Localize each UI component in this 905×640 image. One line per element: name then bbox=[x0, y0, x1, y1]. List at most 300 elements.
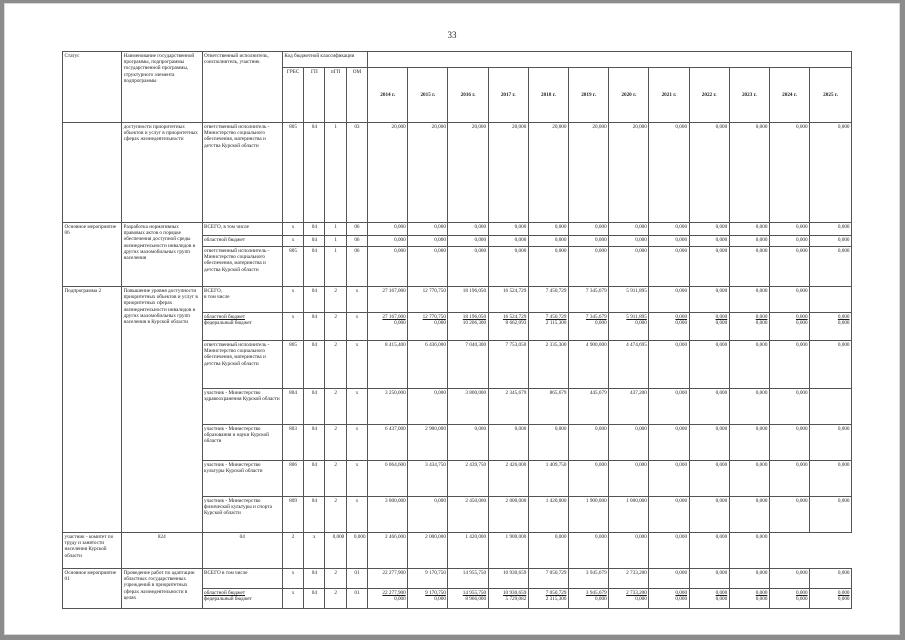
value-line: 0,000 bbox=[474, 426, 487, 432]
value-cell bbox=[609, 497, 649, 533]
code-cell: 2 bbox=[325, 589, 346, 609]
value-cell bbox=[448, 589, 488, 609]
value-line: 1 900,000 bbox=[505, 534, 527, 540]
value-line: 0,000 bbox=[394, 224, 406, 230]
value-line: 2 439,750 bbox=[465, 462, 487, 468]
value-cell bbox=[729, 247, 769, 287]
value-line: 0,000 bbox=[595, 248, 607, 254]
value-cell bbox=[568, 497, 608, 533]
executor-cell bbox=[202, 236, 282, 247]
header-code-group: Код бюджетной классификации bbox=[282, 52, 367, 68]
code-cell: 803 bbox=[282, 425, 303, 461]
executor-cell bbox=[63, 533, 122, 569]
value-line: 6 064,600 bbox=[384, 462, 406, 468]
value-line: 0,000 bbox=[795, 342, 808, 348]
code-cell: х bbox=[282, 589, 303, 609]
code-cell: 2 bbox=[325, 287, 346, 313]
value-line: 0,000 bbox=[715, 288, 728, 294]
value-cell bbox=[568, 341, 608, 389]
value-cell bbox=[528, 497, 568, 533]
executor-line: участник - Министерство культуры Курской области bbox=[204, 462, 263, 475]
value-line: 0,000 bbox=[595, 320, 607, 327]
value-cell bbox=[769, 223, 809, 236]
value-cell bbox=[528, 341, 568, 389]
value-cell bbox=[649, 341, 689, 389]
value-line: 0,000 bbox=[675, 498, 688, 504]
header-status: Статус bbox=[63, 52, 122, 123]
value-cell bbox=[368, 247, 408, 287]
value-line: 5 729,082 bbox=[505, 596, 527, 603]
name-cell: Проведение работ по адаптации областных государственных учреждений в приоритетных сферах жизнедеятельности в целях bbox=[122, 569, 202, 609]
value-line: 0,000 bbox=[353, 534, 366, 540]
value-line: 0,000 bbox=[635, 426, 647, 432]
code-cell: х bbox=[346, 287, 367, 313]
value-line: 0,000 bbox=[715, 534, 728, 540]
value-line: 0,000 bbox=[795, 320, 808, 327]
code-cell: х bbox=[282, 223, 303, 236]
code-cell: 04 bbox=[304, 247, 325, 287]
value-cell bbox=[448, 341, 488, 389]
value-line: 0,000 bbox=[394, 596, 406, 603]
code-cell: 1 bbox=[325, 123, 346, 223]
code-cell: 805 bbox=[282, 247, 303, 287]
value-cell bbox=[769, 236, 809, 247]
value-cell bbox=[649, 223, 689, 236]
value-cell bbox=[488, 287, 528, 313]
code-cell: 04 bbox=[304, 461, 325, 497]
value-line: 8 662,093 bbox=[505, 320, 527, 327]
value-line: 0,000 bbox=[635, 596, 647, 603]
name-cell: доступности приоритетных объектов и услуг в приоритетных сферах жизнедеятельности bbox=[122, 123, 202, 223]
value-line: 437,200 bbox=[630, 390, 647, 396]
value-cell bbox=[729, 389, 769, 425]
value-cell bbox=[568, 313, 608, 341]
header-year: 2022 г. bbox=[689, 68, 729, 123]
value-line: 0,000 bbox=[434, 224, 446, 230]
header-year: 2014 г. bbox=[368, 68, 408, 123]
value-cell bbox=[408, 461, 448, 497]
value-line: 0,000 bbox=[837, 426, 850, 432]
executor-cell bbox=[202, 123, 282, 223]
value-cell bbox=[448, 236, 488, 247]
value-cell bbox=[448, 569, 488, 589]
value-cell bbox=[810, 389, 852, 425]
value-line: 2 900,000 bbox=[425, 426, 446, 432]
code-cell: 04 bbox=[304, 223, 325, 236]
header-year: 2023 г. bbox=[729, 68, 769, 123]
value-line: 0,000 bbox=[715, 498, 728, 504]
value-line: 10 206,300 bbox=[462, 320, 487, 327]
value-line: 0,000 bbox=[837, 237, 850, 243]
code-cell: 2 bbox=[325, 389, 346, 425]
executor-cell bbox=[202, 287, 282, 313]
value-line: 0,000 bbox=[675, 224, 688, 230]
value-cell bbox=[408, 287, 448, 313]
value-line: 10 930,659 bbox=[502, 570, 527, 576]
value-line: 0,000 bbox=[595, 462, 607, 468]
executor-line: ответственный исполнитель - Министерство социального обеспечения, материнства и детства Курской области bbox=[204, 248, 270, 273]
value-cell bbox=[689, 569, 729, 589]
value-line: 0,000 bbox=[434, 498, 446, 504]
value-cell bbox=[609, 533, 649, 569]
value-cell bbox=[729, 461, 769, 497]
value-cell bbox=[528, 236, 568, 247]
code-cell: 01 bbox=[346, 589, 367, 609]
value-line: 0,000 bbox=[474, 237, 487, 243]
executor-line: федеральный бюджет bbox=[204, 596, 252, 603]
value-line: 0,000 bbox=[837, 124, 850, 130]
value-cell bbox=[368, 236, 408, 247]
value-line: 0,000 bbox=[795, 498, 808, 504]
code-cell: 04 bbox=[304, 123, 325, 223]
value-line: 0,000 bbox=[434, 596, 446, 603]
value-cell bbox=[488, 223, 528, 236]
value-cell bbox=[528, 287, 568, 313]
value-cell bbox=[609, 247, 649, 287]
value-cell bbox=[810, 313, 852, 341]
value-line: 0,000 bbox=[554, 534, 567, 540]
value-cell bbox=[609, 461, 649, 497]
value-cell bbox=[689, 313, 729, 341]
value-cell bbox=[448, 247, 488, 287]
value-cell bbox=[568, 569, 608, 589]
value-line: 0,000 bbox=[554, 248, 567, 254]
header-year: 2024 г. bbox=[769, 68, 809, 123]
code-cell: 2 bbox=[325, 341, 346, 389]
header-year: 2025 г. bbox=[810, 68, 852, 123]
value-cell bbox=[729, 589, 769, 609]
value-line: 0,000 bbox=[715, 426, 728, 432]
value-line: 0,000 bbox=[715, 320, 728, 327]
code-cell: 804 bbox=[282, 389, 303, 425]
value-line: 1 409,750 bbox=[545, 462, 567, 468]
value-line: 0,000 bbox=[635, 320, 647, 327]
value-cell bbox=[689, 247, 729, 287]
value-cell bbox=[689, 223, 729, 236]
code-cell: х bbox=[282, 287, 303, 313]
value-cell bbox=[609, 389, 649, 425]
value-line: 0,000 bbox=[715, 590, 728, 596]
value-cell bbox=[528, 123, 568, 223]
value-line: 0,000 bbox=[755, 426, 768, 432]
code-cell: 809 bbox=[282, 497, 303, 533]
value-cell bbox=[810, 569, 852, 589]
value-line: 2 426,000 bbox=[505, 462, 527, 468]
value-line: 0,000 bbox=[755, 342, 768, 348]
value-line: 0,000 bbox=[837, 342, 850, 348]
value-cell bbox=[448, 497, 488, 533]
value-cell bbox=[488, 123, 528, 223]
value-cell bbox=[368, 533, 408, 569]
value-cell bbox=[448, 123, 488, 223]
executor-cell bbox=[202, 341, 282, 389]
header-executor: Ответственный исполнитель, соисполнитель, участник bbox=[202, 52, 282, 123]
status-cell: Основное мероприятие 06 bbox=[63, 223, 122, 287]
value-cell bbox=[408, 425, 448, 461]
table-row bbox=[63, 123, 852, 223]
value-cell bbox=[528, 389, 568, 425]
value-cell bbox=[769, 569, 809, 589]
value-line: 0,000 bbox=[715, 314, 728, 320]
executor-line: участник - Министерство физической культуры и спорта Курской области bbox=[204, 498, 272, 517]
value-line: 5 911,895 bbox=[626, 314, 647, 320]
page-number: 33 bbox=[447, 30, 457, 40]
value-cell bbox=[729, 497, 769, 533]
value-cell bbox=[810, 236, 852, 247]
header-code: ГП bbox=[304, 68, 325, 123]
value-line: 0,000 bbox=[675, 320, 688, 327]
value-line: 7 050,729 bbox=[545, 570, 567, 576]
value-cell bbox=[568, 236, 608, 247]
value-line: 0,000 bbox=[554, 426, 567, 432]
value-cell bbox=[368, 569, 408, 589]
value-cell bbox=[689, 287, 729, 313]
value-cell bbox=[488, 236, 528, 247]
value-line: 0,000 bbox=[837, 248, 850, 254]
value-line: 2 466,000 bbox=[384, 534, 406, 540]
value-line: 20,000 bbox=[592, 124, 607, 130]
value-cell bbox=[368, 589, 408, 609]
value-cell bbox=[488, 569, 528, 589]
value-cell bbox=[448, 533, 488, 569]
code-cell: 806 bbox=[282, 461, 303, 497]
value-line: 0,000 bbox=[675, 570, 688, 576]
value-line: 2 000,000 bbox=[425, 534, 446, 540]
value-line: 7 450,729 bbox=[545, 288, 567, 294]
code-cell: 01 bbox=[346, 569, 367, 589]
value-cell bbox=[528, 425, 568, 461]
value-line: 0,000 bbox=[675, 590, 688, 596]
value-line: 14 955,750 bbox=[462, 590, 487, 596]
value-cell bbox=[649, 497, 689, 533]
executor-line: участник - Министерство здравоохранения Курской области bbox=[204, 390, 280, 403]
value-cell bbox=[609, 569, 649, 589]
value-cell bbox=[729, 533, 769, 569]
code-cell: 2 bbox=[325, 497, 346, 533]
executor-line: ВСЕГО в том числе bbox=[204, 570, 248, 576]
value-cell bbox=[729, 425, 769, 461]
value-cell bbox=[810, 425, 852, 461]
value-cell bbox=[448, 389, 488, 425]
value-cell bbox=[649, 313, 689, 341]
value-line: 3 945,679 bbox=[585, 590, 607, 596]
value-line: 0,000 bbox=[837, 596, 850, 603]
value-line: 27 167,000 bbox=[382, 314, 406, 320]
value-line: 0,000 bbox=[675, 314, 688, 320]
value-line: 0,000 bbox=[715, 570, 728, 576]
value-line: 0,000 bbox=[755, 237, 768, 243]
value-cell bbox=[568, 123, 608, 223]
value-cell bbox=[528, 223, 568, 236]
value-line: 0,000 bbox=[675, 596, 688, 603]
value-line: 0,000 bbox=[795, 570, 808, 576]
value-line: 2 115,300 bbox=[545, 320, 567, 327]
value-line: 0,000 bbox=[514, 237, 527, 243]
value-cell bbox=[488, 247, 528, 287]
header-year: 2020 г. bbox=[609, 68, 649, 123]
value-line: 0,000 bbox=[795, 248, 808, 254]
value-line: 0,000 bbox=[715, 224, 728, 230]
value-cell bbox=[729, 223, 769, 236]
value-cell bbox=[689, 497, 729, 533]
value-line: 0,000 bbox=[675, 237, 688, 243]
code-cell: х bbox=[282, 236, 303, 247]
code-cell: 04 bbox=[304, 313, 325, 341]
document-page bbox=[4, 3, 900, 635]
header-year: 2018 г. bbox=[528, 68, 568, 123]
value-cell bbox=[729, 236, 769, 247]
value-line: 0,000 bbox=[675, 124, 688, 130]
value-cell bbox=[689, 389, 729, 425]
value-line: 0,000 bbox=[715, 462, 728, 468]
value-line: 0,000 bbox=[595, 534, 607, 540]
value-cell bbox=[609, 223, 649, 236]
value-line: 14 955,750 bbox=[462, 570, 487, 576]
value-cell bbox=[769, 461, 809, 497]
value-line: 7 345,679 bbox=[585, 314, 607, 320]
value-line: 2 733,200 bbox=[626, 590, 647, 596]
table-row bbox=[63, 223, 852, 236]
code-cell: 03 bbox=[346, 123, 367, 223]
value-line: 7 040,300 bbox=[465, 342, 487, 348]
value-cell bbox=[448, 223, 488, 236]
code-cell: 1 bbox=[325, 247, 346, 287]
value-line: 4 900,000 bbox=[585, 342, 607, 348]
value-line: 0,000 bbox=[554, 237, 567, 243]
value-line: 1 900,000 bbox=[585, 498, 607, 504]
executor-cell bbox=[202, 223, 282, 236]
value-line: 9 170,750 bbox=[425, 570, 446, 576]
value-cell bbox=[408, 533, 448, 569]
value-cell bbox=[528, 461, 568, 497]
value-line: 0,000 bbox=[514, 224, 527, 230]
value-cell bbox=[769, 389, 809, 425]
value-line: 0,000 bbox=[715, 596, 728, 603]
value-line: 865,679 bbox=[549, 390, 567, 396]
executor-line: ВСЕГО, bbox=[204, 288, 223, 294]
value-line: 0,000 bbox=[434, 248, 446, 254]
value-line: 0,000 bbox=[635, 237, 647, 243]
value-cell bbox=[408, 247, 448, 287]
value-line: 3 434,750 bbox=[425, 462, 446, 468]
status-cell: Подпрограмма 2 bbox=[63, 287, 122, 533]
code-cell: х bbox=[282, 313, 303, 341]
header-code: ГРБС bbox=[282, 68, 303, 123]
value-cell bbox=[649, 389, 689, 425]
table-body bbox=[63, 123, 852, 609]
code-cell: 06 bbox=[346, 223, 367, 236]
code-cell: 04 bbox=[304, 569, 325, 589]
value-line: 18 196,050 bbox=[462, 288, 487, 294]
value-cell bbox=[408, 497, 448, 533]
value-line: 2 000,000 bbox=[505, 498, 527, 504]
value-cell bbox=[609, 123, 649, 223]
value-line: 7 753,050 bbox=[505, 342, 527, 348]
code-cell: 04 bbox=[304, 497, 325, 533]
header-year: 2021 г. bbox=[649, 68, 689, 123]
value-line: 0,000 bbox=[332, 534, 345, 540]
value-line: 8 966,000 bbox=[465, 596, 487, 603]
value-line: 0,000 bbox=[837, 570, 850, 576]
value-cell bbox=[568, 533, 608, 569]
value-line: 3 250,000 bbox=[384, 390, 406, 396]
code-cell: 1 bbox=[325, 236, 346, 247]
value-line: 20,000 bbox=[471, 124, 487, 130]
value-line: 0,000 bbox=[595, 596, 607, 603]
value-cell bbox=[408, 123, 448, 223]
table-row bbox=[63, 533, 852, 569]
value-line: 0,000 bbox=[635, 224, 647, 230]
value-cell bbox=[408, 389, 448, 425]
value-line: 0,000 bbox=[795, 390, 808, 396]
value-cell bbox=[368, 123, 408, 223]
value-cell bbox=[346, 533, 367, 569]
value-cell bbox=[689, 425, 729, 461]
name-cell: Разработка нормативных правовых актов о порядке обеспечения доступной среды жизнедеятельности инвалидов и других маломобильных групп населения bbox=[122, 223, 202, 287]
header-year: 2019 г. bbox=[568, 68, 608, 123]
value-line: 2 733,200 bbox=[626, 570, 647, 576]
value-line: 0,000 bbox=[675, 390, 688, 396]
value-line: 2 345,679 bbox=[505, 390, 527, 396]
header-code: пГП bbox=[325, 68, 346, 123]
value-line: 1 420,000 bbox=[545, 498, 567, 504]
value-line: 22 277,900 bbox=[382, 590, 406, 596]
value-line: 0,000 bbox=[755, 320, 768, 327]
value-line: 0,000 bbox=[795, 224, 808, 230]
value-cell bbox=[810, 123, 852, 223]
table-header bbox=[63, 52, 852, 123]
value-cell bbox=[368, 425, 408, 461]
value-cell bbox=[528, 589, 568, 609]
value-cell bbox=[609, 313, 649, 341]
executor-cell bbox=[202, 589, 282, 609]
value-line: 1 420,000 bbox=[465, 534, 487, 540]
budget-table bbox=[62, 51, 852, 609]
value-line: 0,000 bbox=[795, 124, 808, 130]
value-line: 0,000 bbox=[795, 314, 808, 320]
code-cell: 2 bbox=[325, 569, 346, 589]
value-line: 0,000 bbox=[755, 534, 768, 540]
value-cell bbox=[810, 247, 852, 287]
value-line: 0,000 bbox=[715, 124, 728, 130]
value-line: 0,000 bbox=[795, 237, 808, 243]
table-row bbox=[63, 287, 852, 313]
value-line: 0,000 bbox=[795, 426, 808, 432]
value-line: 0,000 bbox=[755, 570, 768, 576]
value-line: 0,000 bbox=[514, 426, 527, 432]
value-line: 0,000 bbox=[755, 596, 768, 603]
executor-line: областной бюджет bbox=[204, 590, 245, 596]
value-line: 0,000 bbox=[514, 248, 527, 254]
value-cell bbox=[528, 247, 568, 287]
value-cell bbox=[729, 341, 769, 389]
value-cell bbox=[609, 236, 649, 247]
value-cell bbox=[689, 236, 729, 247]
value-cell bbox=[810, 497, 852, 533]
value-line: 7 050,729 bbox=[545, 590, 567, 596]
value-line: 0,000 bbox=[755, 390, 768, 396]
value-line: 0,000 bbox=[837, 462, 850, 468]
value-line: 5 911,895 bbox=[626, 288, 647, 294]
value-cell bbox=[325, 533, 346, 569]
executor-cell bbox=[202, 247, 282, 287]
value-line: 445,679 bbox=[589, 390, 607, 396]
value-line: 1 000,000 bbox=[626, 498, 647, 504]
code-cell: 824 bbox=[122, 533, 202, 569]
value-line: 12 770,750 bbox=[422, 288, 446, 294]
executor-line: федеральный бюджет bbox=[204, 320, 252, 327]
value-line: 0,000 bbox=[675, 342, 688, 348]
